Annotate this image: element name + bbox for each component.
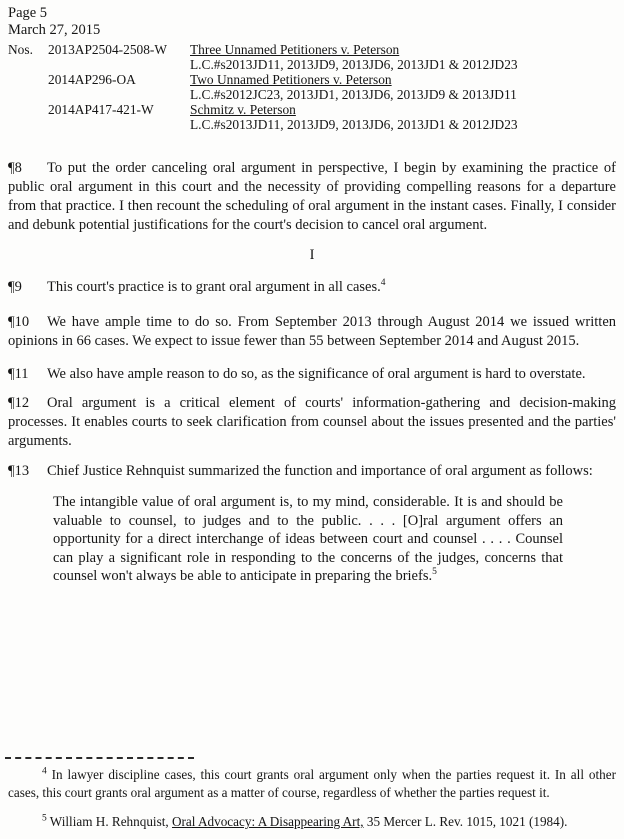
paragraph-8 xyxy=(8,159,616,235)
paragraph-number: ¶10 xyxy=(8,314,30,330)
block-quote xyxy=(53,493,563,586)
paragraph-text: Oral argument is a critical element of courts' information-gathering and decision-making processes. It enables courts to seek clarification from counsel about the issues presented and the parties' arguments. xyxy=(8,395,616,449)
case-lc-numbers: L.C.#s2012JC23, 2013JD1, 2013JD6, 2013JD9 & 2013JD11 xyxy=(190,87,517,102)
paragraph-text: This court's practice is to grant oral argument in all cases. xyxy=(47,279,381,295)
footnote-4 xyxy=(8,766,616,802)
date-label: March 27, 2015 xyxy=(8,22,101,38)
nos-label: Nos. xyxy=(8,42,33,57)
paragraph-12 xyxy=(8,394,616,451)
paragraph-9 xyxy=(8,278,616,297)
paragraph-text: We also have ample reason to do so, as the significance of oral argument is hard to overstate. xyxy=(47,366,586,382)
paragraph-13 xyxy=(8,462,616,481)
page-number-label: Page 5 xyxy=(8,5,48,21)
footnote-work-title: Oral Advocacy: A Disappearing Art, xyxy=(172,814,364,829)
paragraph-text: Chief Justice Rehnquist summarized the function and importance of oral argument as follows: xyxy=(47,463,593,479)
case-name: Two Unnamed Petitioners v. Peterson xyxy=(190,72,392,87)
footnote-text: In lawyer discipline cases, this court grants oral argument only when the parties request it. In all other cases, this court grants oral argument as a matter of course, regardless of whether the parties request it. xyxy=(8,767,616,800)
footnote-reference: 4 xyxy=(380,278,386,289)
footnote-5 xyxy=(8,813,616,831)
paragraph-10 xyxy=(8,313,616,351)
paragraph-text: We have ample time to do so. From September 2013 through August 2014 we issued written opinions in 66 cases. We expect to issue fewer than 55 between September 2014 and August 2015. xyxy=(8,314,616,349)
case-number: 2013AP2504-2508-W xyxy=(48,42,168,57)
case-number: 2014AP417-421-W xyxy=(48,102,154,117)
case-number: 2014AP296-OA xyxy=(48,72,136,87)
paragraph-11 xyxy=(8,365,616,384)
quote-text: The intangible value of oral argument is, to my mind, considerable. It is and should be valuable to counsel, to judges and to the public. . . . [O]ral argument offers an opportunity for a direct interchange of ideas between court and counsel . . . . Counsel can play a significant role in responding to the concerns of the judges, concerns that counsel won't always be able to anticipate in preparing the briefs. xyxy=(53,494,563,584)
footnote-citation: 35 Mercer L. Rev. 1015, 1021 (1984). xyxy=(363,814,568,829)
case-caption-list xyxy=(8,42,616,132)
footnote-area xyxy=(8,757,616,831)
paragraph-text: To put the order canceling oral argument in perspective, I begin by examining the practice of public oral argument in this court and the necessity of providing compelling reasons for a departure from that practice. I then recount the scheduling of oral argument in the instant cases. Finally, I consider and debunk potential justifications for the court's decision to cancel oral argument. xyxy=(8,160,616,233)
paragraph-number: ¶9 xyxy=(8,279,22,295)
case-lc-numbers: L.C.#s2013JD11, 2013JD9, 2013JD6, 2013JD1 & 2012JD23 xyxy=(190,117,518,132)
footnote-reference: 5 xyxy=(432,567,437,578)
case-name: Schmitz v. Peterson xyxy=(190,102,296,117)
section-heading: I xyxy=(309,247,315,263)
case-lc-numbers: L.C.#s2013JD11, 2013JD9, 2013JD6, 2013JD1 & 2012JD23 xyxy=(190,57,518,72)
case-name: Three Unnamed Petitioners v. Peterson xyxy=(190,42,400,57)
paragraph-number: ¶13 xyxy=(8,463,30,479)
paragraph-number: ¶11 xyxy=(8,366,29,382)
paragraph-number: ¶12 xyxy=(8,395,30,411)
footnote-number: 5 xyxy=(42,813,47,824)
footnote-separator-rule xyxy=(5,757,194,759)
footnote-author: William H. Rehnquist, xyxy=(46,814,172,829)
paragraph-number: ¶8 xyxy=(8,160,22,176)
footnote-number: 4 xyxy=(42,766,47,777)
